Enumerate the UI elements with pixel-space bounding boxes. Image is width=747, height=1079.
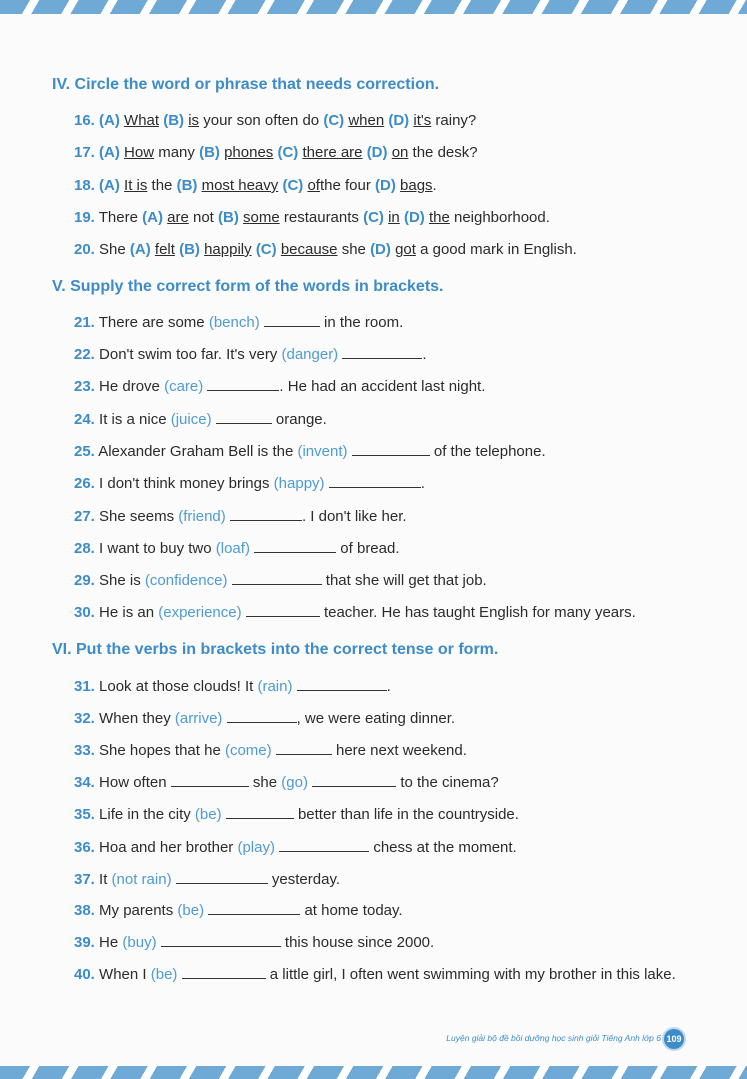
- option-b-word[interactable]: phones: [224, 144, 274, 161]
- question-text: rainy?: [435, 112, 477, 129]
- word-hint: (danger): [281, 346, 339, 363]
- question-number: 34.: [74, 774, 95, 791]
- question-text: , we were eating dinner.: [296, 710, 456, 727]
- question-20: [74, 237, 577, 263]
- question-text: the four: [319, 177, 371, 194]
- option-a-label: (A): [142, 209, 163, 226]
- footer-book-title: Luyện giải bộ đề bồi dưỡng học sinh giỏi Tiếng Anh lớp 6: [446, 1033, 661, 1043]
- option-c-label: (C): [323, 112, 345, 129]
- question-32: [74, 706, 455, 732]
- question-text: .: [432, 177, 437, 194]
- question-26: [74, 471, 425, 497]
- question-number: 31.: [74, 678, 95, 695]
- verb-hint: (come): [224, 742, 272, 759]
- question-number: 17.: [74, 144, 95, 161]
- option-b-label: (B): [163, 112, 185, 129]
- question-number: 28.: [74, 540, 95, 557]
- option-c-label: (C): [363, 209, 384, 226]
- question-text: . He had an accident last night.: [279, 378, 486, 395]
- word-hint: (experience): [158, 604, 242, 621]
- answer-blank[interactable]: [279, 837, 369, 852]
- question-text: There: [98, 209, 138, 226]
- question-29: [74, 568, 487, 594]
- verb-hint: (go): [281, 774, 308, 791]
- question-22: [74, 342, 427, 368]
- question-text: . I don't like her.: [301, 508, 407, 525]
- option-a-word[interactable]: felt: [154, 241, 175, 258]
- answer-blank[interactable]: [227, 708, 297, 723]
- question-18: [74, 173, 437, 199]
- option-b-word[interactable]: happily: [204, 241, 252, 258]
- question-text: at home today.: [304, 902, 403, 919]
- word-hint: (happy): [273, 475, 325, 492]
- option-d-word[interactable]: bags: [400, 177, 433, 194]
- question-text: She seems: [99, 508, 175, 525]
- question-number: 18.: [74, 177, 95, 194]
- question-text: restaurants: [283, 209, 359, 226]
- option-a-label: (A): [99, 177, 120, 194]
- verb-hint: (arrive): [174, 710, 223, 727]
- option-b-label: (B): [179, 241, 200, 258]
- question-text: It is a nice: [99, 411, 167, 428]
- word-hint: (loaf): [215, 540, 250, 557]
- answer-blank[interactable]: [297, 676, 387, 691]
- answer-blank[interactable]: [216, 409, 272, 424]
- question-39: [74, 930, 434, 956]
- option-d-label: (D): [370, 241, 391, 258]
- question-21: [74, 310, 403, 336]
- question-40: [74, 962, 686, 988]
- question-text: He drove: [99, 378, 160, 395]
- question-text: He: [99, 934, 119, 951]
- question-text: here next weekend.: [335, 742, 467, 759]
- answer-blank[interactable]: [207, 376, 279, 391]
- word-hint: (juice): [170, 411, 212, 428]
- question-text: When they: [99, 710, 171, 727]
- verb-hint: (be): [150, 966, 178, 983]
- option-a-word[interactable]: How: [124, 144, 155, 161]
- question-text: Alexander Graham Bell is the: [98, 443, 294, 460]
- option-d-word[interactable]: got: [395, 241, 416, 258]
- question-25: [74, 439, 546, 465]
- question-text: the: [151, 177, 173, 194]
- question-text: a good mark in English.: [420, 241, 577, 258]
- answer-blank[interactable]: [342, 344, 422, 359]
- question-16: [74, 108, 476, 134]
- word-hint: (invent): [297, 443, 348, 460]
- question-text: My parents: [99, 902, 174, 919]
- page-number-badge: 109: [664, 1029, 684, 1049]
- question-text: to the cinema?: [400, 774, 499, 791]
- question-text: She is: [99, 572, 141, 589]
- answer-blank[interactable]: [226, 804, 294, 819]
- question-number: 32.: [74, 710, 95, 727]
- question-text: Hoa and her brother: [99, 839, 234, 856]
- question-number: 38.: [74, 902, 95, 919]
- question-number: 33.: [74, 742, 95, 759]
- bottom-decorative-stripe: [0, 1066, 747, 1079]
- question-38: [74, 898, 403, 924]
- word-hint: (care): [164, 378, 204, 395]
- question-number: 29.: [74, 572, 95, 589]
- option-d-word[interactable]: it's: [413, 112, 432, 129]
- word-hint: (confidence): [144, 572, 228, 589]
- question-text: How often: [99, 774, 167, 791]
- question-text: she: [341, 241, 366, 258]
- option-d-label: (D): [366, 144, 388, 161]
- question-text: better than life in the countryside.: [297, 806, 519, 823]
- question-27: [74, 504, 407, 530]
- question-text: this house since 2000.: [284, 934, 435, 951]
- verb-hint: (rain): [257, 678, 293, 695]
- option-c-word[interactable]: there are: [302, 144, 363, 161]
- question-30: [74, 600, 636, 626]
- question-text: I want to buy two: [99, 540, 212, 557]
- question-text: that she will get that job.: [325, 572, 487, 589]
- word-hint: (bench): [208, 314, 260, 331]
- option-c-word[interactable]: because: [280, 241, 338, 258]
- question-text: .: [386, 678, 391, 695]
- question-number: 26.: [74, 475, 95, 492]
- question-text: your son often do: [203, 112, 320, 129]
- question-text: She: [99, 241, 126, 258]
- question-19: [74, 205, 550, 231]
- verb-hint: (not rain): [111, 871, 172, 888]
- question-number: 25.: [74, 443, 95, 460]
- option-b-label: (B): [218, 209, 239, 226]
- option-d-label: (D): [403, 209, 425, 226]
- answer-blank[interactable]: [329, 473, 421, 488]
- answer-blank[interactable]: [176, 869, 268, 884]
- answer-blank[interactable]: [352, 441, 430, 456]
- question-number: 40.: [74, 966, 95, 983]
- option-b-label: (B): [199, 144, 220, 161]
- option-b-label: (B): [176, 177, 198, 194]
- question-text: yesterday.: [271, 871, 341, 888]
- question-text: chess at the moment.: [373, 839, 517, 856]
- option-c-label: (C): [277, 144, 299, 161]
- question-number: 27.: [74, 508, 95, 525]
- question-number: 30.: [74, 604, 95, 621]
- verb-hint: (be): [177, 902, 205, 919]
- answer-blank[interactable]: [232, 570, 322, 585]
- question-text: There are some: [98, 314, 205, 331]
- question-17: [74, 140, 478, 166]
- question-text: When I: [99, 966, 147, 983]
- option-b-word[interactable]: most heavy: [201, 177, 279, 194]
- option-a-word[interactable]: are: [167, 209, 189, 226]
- option-d-label: (D): [388, 112, 410, 129]
- option-b-word[interactable]: some: [243, 209, 280, 226]
- question-34: [74, 770, 499, 796]
- question-number: 36.: [74, 839, 95, 856]
- verb-hint: (be): [194, 806, 222, 823]
- question-text: .: [420, 475, 425, 492]
- question-number: 24.: [74, 411, 95, 428]
- question-text: a little girl, I often went swimming with my brother in this lake.: [269, 966, 676, 983]
- option-d-word[interactable]: the: [428, 209, 450, 226]
- option-c-label: (C): [255, 241, 277, 258]
- question-text: I don't think money brings: [99, 475, 270, 492]
- question-number: 20.: [74, 241, 95, 258]
- question-31: [74, 674, 391, 700]
- question-number: 23.: [74, 378, 95, 395]
- question-37: [74, 867, 340, 893]
- question-text: teacher. He has taught English for many years.: [323, 604, 636, 621]
- question-23: [74, 374, 485, 400]
- option-c-label: (C): [282, 177, 304, 194]
- question-text: Life in the city: [99, 806, 191, 823]
- question-text: she: [252, 774, 278, 791]
- question-text: in the room.: [324, 314, 404, 331]
- option-d-word[interactable]: on: [391, 144, 409, 161]
- question-35: [74, 802, 519, 828]
- verb-hint: (play): [237, 839, 275, 856]
- answer-blank[interactable]: [276, 740, 332, 755]
- verb-hint: (buy): [122, 934, 157, 951]
- question-text: many: [158, 144, 195, 161]
- option-b-word[interactable]: is: [188, 112, 200, 129]
- option-c-word[interactable]: in: [388, 209, 400, 226]
- option-c-word[interactable]: of: [307, 177, 320, 194]
- section-iv-title: IV. Circle the word or phrase that needs correction.: [52, 76, 440, 93]
- question-number: 39.: [74, 934, 95, 951]
- answer-blank[interactable]: [208, 900, 300, 915]
- answer-blank[interactable]: [161, 932, 281, 947]
- question-text: orange.: [275, 411, 327, 428]
- question-number: 37.: [74, 871, 95, 888]
- answer-blank[interactable]: [246, 602, 320, 617]
- question-36: [74, 835, 517, 861]
- question-text: He is an: [99, 604, 155, 621]
- question-number: 16.: [74, 112, 95, 129]
- answer-blank[interactable]: [254, 538, 336, 553]
- question-text: the desk?: [412, 144, 478, 161]
- question-33: [74, 738, 467, 764]
- answer-blank[interactable]: [230, 506, 302, 521]
- option-a-word[interactable]: It is: [124, 177, 148, 194]
- word-hint: (friend): [178, 508, 226, 525]
- answer-blank[interactable]: [171, 772, 249, 787]
- answer-blank[interactable]: [264, 312, 320, 327]
- question-28: [74, 536, 400, 562]
- option-a-label: (A): [99, 144, 120, 161]
- question-number: 21.: [74, 314, 95, 331]
- option-a-word[interactable]: What: [124, 112, 160, 129]
- question-number: 22.: [74, 346, 95, 363]
- question-number: 35.: [74, 806, 95, 823]
- question-text: of bread.: [340, 540, 400, 557]
- answer-blank[interactable]: [182, 964, 266, 979]
- section-v-title: V. Supply the correct form of the words in brackets.: [52, 278, 444, 295]
- question-text: It: [99, 871, 108, 888]
- question-text: neighborhood.: [453, 209, 550, 226]
- question-number: 19.: [74, 209, 95, 226]
- question-text: .: [422, 346, 427, 363]
- question-text: of the telephone.: [433, 443, 546, 460]
- section-vi-title: VI. Put the verbs in brackets into the correct tense or form.: [52, 641, 499, 658]
- question-text: not: [192, 209, 214, 226]
- answer-blank[interactable]: [312, 772, 396, 787]
- option-a-label: (A): [99, 112, 120, 129]
- option-c-word[interactable]: when: [348, 112, 385, 129]
- question-24: [74, 407, 327, 433]
- option-a-label: (A): [129, 241, 151, 258]
- question-text: She hopes that he: [99, 742, 221, 759]
- question-text: Look at those clouds! It: [99, 678, 254, 695]
- option-d-label: (D): [375, 177, 396, 194]
- question-text: Don't swim too far. It's very: [99, 346, 278, 363]
